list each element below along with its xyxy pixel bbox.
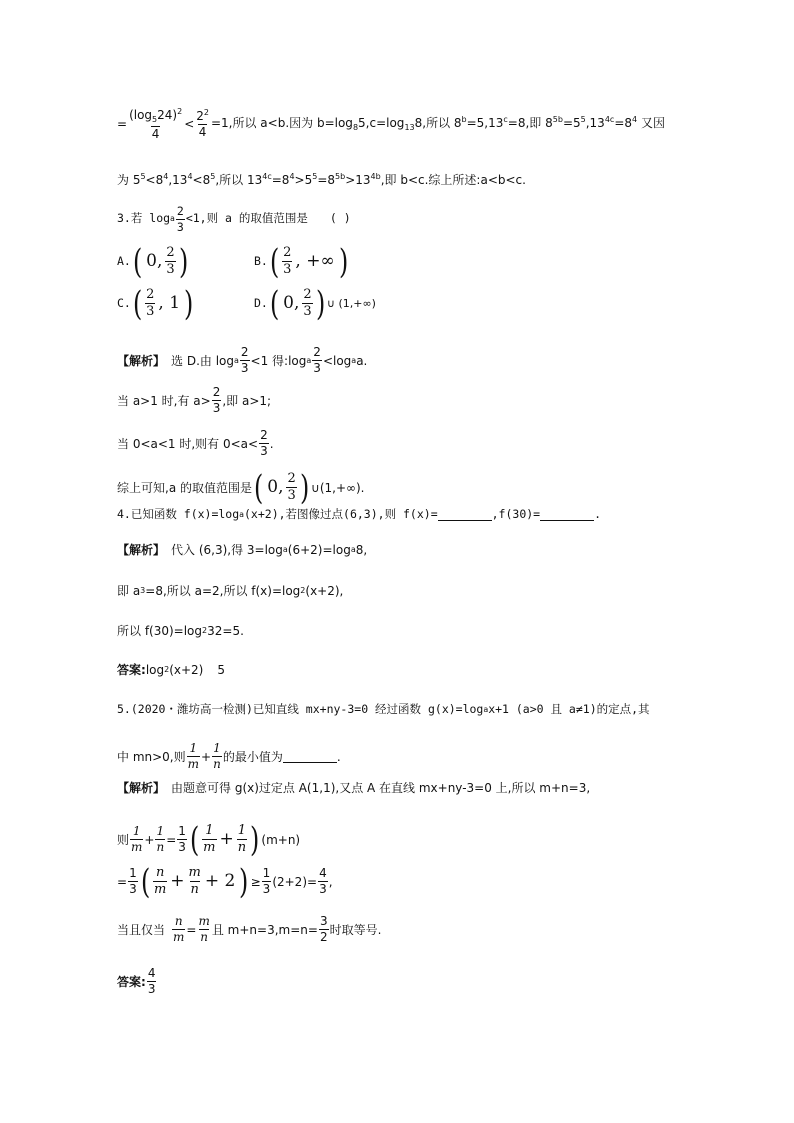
solution-4-line-1 xyxy=(117,544,698,556)
text-fragment: + xyxy=(201,749,212,764)
text xyxy=(211,116,665,132)
text-fragment: 2 xyxy=(300,586,306,595)
text-fragment: = xyxy=(186,922,197,937)
text-fragment: 1 xyxy=(205,823,214,838)
fraction xyxy=(187,742,200,771)
fraction xyxy=(240,346,250,375)
solution-5-line-4 xyxy=(117,915,698,944)
text-fragment: 8,所以 8 xyxy=(414,116,462,131)
text-fragment: 3 xyxy=(178,840,186,855)
text-fragment: =8 xyxy=(317,173,336,187)
fraction xyxy=(145,288,155,320)
text-fragment: 8, xyxy=(355,543,368,557)
text-fragment: 代入 (6,3),得 3=log xyxy=(171,543,283,557)
text-fragment: 1 xyxy=(213,741,221,755)
option-a[interactable] xyxy=(117,241,254,282)
text-fragment: 4 xyxy=(147,966,156,980)
text-fragment: 3 xyxy=(319,882,327,897)
option-b[interactable] xyxy=(254,241,350,282)
text-fragment: 32=5. xyxy=(207,624,244,638)
text-fragment: =5,13 xyxy=(466,116,504,131)
text-fragment: (x+2),若图像过点(6,3),则 f(x)= xyxy=(244,506,438,521)
answer-blank-3[interactable] xyxy=(283,750,337,763)
text-fragment: (x+2), xyxy=(305,584,344,598)
text-fragment: 选 D.由 log xyxy=(171,353,234,368)
text-fragment: ) xyxy=(250,819,260,860)
text-fragment: ) xyxy=(315,283,325,324)
text-fragment: <8 xyxy=(145,173,164,187)
answer-5 xyxy=(117,967,698,996)
fraction xyxy=(172,915,185,944)
text-fragment: m xyxy=(198,914,210,928)
text-fragment: =8 xyxy=(614,116,633,131)
text-fragment: B. xyxy=(254,254,268,269)
text-fragment: 8 xyxy=(352,123,359,133)
text-fragment: m xyxy=(153,882,167,898)
fraction xyxy=(262,867,272,896)
fraction xyxy=(153,866,167,898)
fraction xyxy=(282,246,292,278)
text-fragment: (log xyxy=(129,108,153,122)
text-fragment: = xyxy=(166,832,177,847)
text-fragment: 3 xyxy=(313,361,321,376)
answer-4 xyxy=(117,664,698,676)
solution-line-2 xyxy=(117,173,698,186)
text-fragment: 2 xyxy=(176,204,184,218)
text-fragment: 4b xyxy=(370,172,381,181)
solution-tag: 【解析】 xyxy=(117,543,166,557)
text-fragment: ( xyxy=(132,283,143,324)
question-5-line-2 xyxy=(117,742,698,771)
text-fragment: 2 xyxy=(260,428,268,442)
text-fragment: <8 xyxy=(192,173,211,187)
fraction xyxy=(165,246,175,278)
text-fragment: 2 xyxy=(146,287,155,302)
text-fragment: ) xyxy=(178,241,188,282)
text-fragment: n xyxy=(200,930,209,945)
fraction xyxy=(237,824,247,856)
solution-3-line-3 xyxy=(117,429,698,458)
text-fragment: 3 xyxy=(303,304,312,320)
text-fragment: 1 xyxy=(237,823,247,838)
fraction xyxy=(197,915,210,944)
text-fragment: 0, xyxy=(267,477,284,498)
solution-tag: 【解析】 xyxy=(117,781,166,795)
text-fragment: ∪(1,+∞). xyxy=(311,480,365,495)
text-fragment: 3 xyxy=(240,361,249,376)
text-fragment: 时取等号. xyxy=(329,922,382,937)
fraction xyxy=(202,824,216,856)
text-fragment: 2 xyxy=(240,345,249,359)
text-fragment: 2 xyxy=(164,665,170,674)
text-fragment: 5b xyxy=(552,115,563,125)
text-fragment: 3 xyxy=(146,304,155,320)
text-fragment: , +∞ xyxy=(295,251,335,272)
text-fragment: 当且仅当 xyxy=(117,922,166,937)
question-4 xyxy=(117,508,698,521)
text xyxy=(117,173,526,186)
text-fragment: 2 xyxy=(287,471,296,486)
text-fragment: n xyxy=(174,914,183,928)
fraction xyxy=(176,205,185,233)
text-fragment: 3 xyxy=(166,262,175,278)
text-fragment: 3 xyxy=(260,444,268,459)
text-fragment: b xyxy=(461,115,467,125)
solution-line-1 xyxy=(117,108,698,141)
text: = xyxy=(117,117,128,132)
text-fragment: a. xyxy=(356,353,368,368)
text-fragment: a xyxy=(350,545,356,554)
text-fragment: 5 xyxy=(580,115,586,125)
text-fragment: 为 5 xyxy=(117,173,141,187)
text-fragment: 5b xyxy=(335,172,346,181)
text-fragment: c xyxy=(503,115,508,125)
text-fragment: a xyxy=(306,355,312,365)
solution-3-line-4 xyxy=(117,467,698,508)
text-fragment: . xyxy=(336,749,341,764)
text-fragment: (x+2) xyxy=(169,663,204,677)
text-fragment: C. xyxy=(117,296,131,311)
text-fragment: ) xyxy=(239,861,249,902)
text-fragment: 4 xyxy=(151,126,160,141)
text-fragment: m xyxy=(173,930,185,945)
text-fragment: 4c xyxy=(604,115,615,125)
solution-5-line-1 xyxy=(117,782,698,794)
text-fragment: 4 xyxy=(319,866,327,881)
text-fragment: ( xyxy=(269,283,280,324)
solution-3-line-1 xyxy=(117,346,698,375)
text-fragment: a xyxy=(234,355,239,365)
fraction xyxy=(128,867,138,896)
text-fragment: ,13 xyxy=(168,173,188,187)
options-row-1 xyxy=(117,241,698,282)
fraction xyxy=(259,429,269,458)
text-fragment: 2 xyxy=(196,109,204,124)
fraction xyxy=(212,386,222,415)
fraction xyxy=(318,867,328,896)
text-fragment: n xyxy=(237,840,247,856)
text-fragment: ,13 xyxy=(585,116,605,131)
text-fragment: 5 xyxy=(312,172,318,181)
text-fragment: = xyxy=(117,874,128,889)
text-fragment: >13 xyxy=(345,173,371,187)
text-fragment: 3 xyxy=(212,401,221,416)
text-fragment: 1 xyxy=(262,866,271,881)
question-3 xyxy=(117,205,698,233)
text-fragment: 5 xyxy=(217,663,225,677)
text-fragment: 4 xyxy=(632,115,638,125)
text-fragment: 3 xyxy=(283,262,292,278)
fraction xyxy=(147,967,157,996)
fraction xyxy=(155,825,165,854)
text-fragment: 2 xyxy=(166,245,175,260)
solution-5-line-3 xyxy=(117,861,698,902)
text-fragment: 3 xyxy=(262,882,271,897)
text: < xyxy=(184,117,195,132)
text-fragment: <1 得:log xyxy=(250,353,307,368)
text-fragment: (2+2)= xyxy=(272,874,318,889)
text-fragment: 5 xyxy=(140,172,146,181)
text-fragment: + 2 xyxy=(204,871,236,892)
text-fragment: ( xyxy=(253,467,264,508)
text-fragment: a xyxy=(170,214,175,224)
text-fragment: 3 xyxy=(129,882,137,897)
text-fragment: 3 xyxy=(287,488,296,504)
text-fragment: a xyxy=(483,704,489,714)
text-fragment: 4 xyxy=(289,172,295,181)
text-fragment: ≥ xyxy=(250,874,261,889)
text-fragment: 1 xyxy=(129,866,137,881)
text-fragment: a xyxy=(282,545,288,554)
text-fragment: =8 xyxy=(271,173,290,187)
fraction xyxy=(302,288,312,320)
text-fragment: , xyxy=(328,874,333,889)
solution-5-line-2 xyxy=(117,819,698,860)
fraction xyxy=(319,915,329,944)
text-fragment: ,即 a>1; xyxy=(222,393,272,408)
text-fragment: ,所以 13 xyxy=(215,173,263,187)
option-d[interactable] xyxy=(254,283,376,324)
fraction xyxy=(212,742,222,771)
text-fragment: =5 xyxy=(562,116,581,131)
text-fragment: 4 xyxy=(187,172,193,181)
answer-blank-1[interactable] xyxy=(438,508,492,521)
answer-paren: ( ) xyxy=(329,211,351,226)
text-fragment: 当 0<a<1 时,则有 0<a< xyxy=(117,436,259,451)
text-fragment: n xyxy=(190,882,199,898)
text-fragment: (m+n) xyxy=(261,832,301,847)
text-fragment: =8,所以 a=2,所以 f(x)=log xyxy=(145,584,301,598)
text-fragment: 3 xyxy=(140,586,146,595)
text-fragment: 3 xyxy=(147,982,156,997)
text-fragment: 1 xyxy=(178,824,186,839)
text-fragment: x+1 (a>0 且 a≠1)的定点,其 xyxy=(488,702,650,716)
fraction xyxy=(128,108,183,141)
text-fragment: . xyxy=(594,506,602,521)
text-fragment: 4 xyxy=(163,172,169,181)
text-fragment: n xyxy=(156,840,165,855)
fraction xyxy=(177,825,187,854)
text-fragment: m xyxy=(188,865,201,880)
text-fragment: =1,所以 a<b.因为 b=log xyxy=(210,116,353,131)
text-fragment: ) xyxy=(299,467,310,508)
text-fragment: 5.(2020・潍坊高一检测)已知直线 mx+ny-3=0 经过函数 g(x)=log xyxy=(117,702,484,716)
text-fragment: 2 xyxy=(177,107,183,116)
text-fragment: 1 xyxy=(132,824,141,839)
answer-label: 答案: xyxy=(117,663,146,677)
text-fragment: 4 xyxy=(198,125,207,140)
text-fragment: m xyxy=(203,840,216,856)
answer-label: 答案: xyxy=(117,974,146,989)
text-fragment: ,即 b<c.综上所述:a<b<c. xyxy=(380,173,526,187)
text-fragment: 又因 xyxy=(637,116,665,131)
text-fragment: + xyxy=(219,829,234,850)
text-fragment: 2 xyxy=(203,108,209,118)
text-fragment: ,f(30)= xyxy=(491,506,541,521)
text-fragment: 当 a>1 时,有 a> xyxy=(117,393,211,408)
text-fragment: 所以 f(30)=log xyxy=(117,624,203,638)
text-fragment: D. xyxy=(254,296,268,311)
answer-blank-2[interactable] xyxy=(540,508,594,521)
question-5-line-1 xyxy=(117,704,698,716)
solution-3-line-2 xyxy=(117,386,698,415)
text-fragment: 1 xyxy=(189,741,198,755)
text-fragment: 2 xyxy=(313,345,321,359)
text-fragment: 1 xyxy=(156,824,165,839)
text-fragment: ∪ (1,+∞) xyxy=(326,297,376,311)
text-fragment: 则 xyxy=(117,832,130,847)
text-fragment: 即 a xyxy=(117,584,141,598)
text-fragment: ( xyxy=(269,241,280,282)
fraction xyxy=(195,109,210,139)
text-fragment: 综上可知,a 的取值范围是 xyxy=(117,480,252,495)
text-fragment: , 1 xyxy=(158,293,181,314)
text-fragment: ( xyxy=(140,861,150,902)
text-fragment: 13 xyxy=(404,123,415,133)
solution-4-line-2 xyxy=(117,585,698,597)
text-fragment: 24) xyxy=(157,108,178,122)
text-fragment: 4c xyxy=(262,172,272,181)
text-fragment: log xyxy=(145,663,165,677)
option-c[interactable] xyxy=(117,283,254,324)
solution-4-line-3 xyxy=(117,625,698,637)
text-fragment: <log xyxy=(322,353,352,368)
text-fragment: 2 xyxy=(202,626,208,635)
text-fragment: 2 xyxy=(212,385,221,399)
text-fragment: 由题意可得 g(x)过定点 A(1,1),又点 A 在直线 mx+ny-3=0 上,所以 m+n=3, xyxy=(171,781,591,795)
text-fragment: >5 xyxy=(294,173,313,187)
text-fragment: 中 mn>0,则 xyxy=(117,749,186,764)
text-fragment: (6+2)=log xyxy=(287,543,351,557)
text-fragment: m xyxy=(187,757,200,772)
text-fragment: . xyxy=(269,436,274,451)
text-fragment: ( xyxy=(132,241,143,282)
text-fragment: 且 m+n=3,m=n= xyxy=(211,922,318,937)
text-fragment: 2 xyxy=(319,930,328,945)
text-fragment: A. xyxy=(117,254,131,269)
text-fragment: n xyxy=(213,757,221,772)
text-fragment: a xyxy=(239,509,244,519)
text-fragment: 5 xyxy=(152,115,158,124)
text-fragment: ) xyxy=(338,241,348,282)
text-fragment: 2 xyxy=(303,287,312,302)
text-fragment: ( xyxy=(189,819,200,860)
text-fragment: 4.已知函数 f(x)=log xyxy=(117,506,240,521)
text-fragment: 0, xyxy=(146,251,163,272)
text-fragment: 3 xyxy=(176,219,184,234)
text-fragment: + xyxy=(170,871,185,892)
fraction xyxy=(188,866,202,898)
text-fragment: + xyxy=(144,832,155,847)
fraction xyxy=(130,825,143,854)
text-fragment: <1,则 a 的取值范围是 xyxy=(185,211,308,226)
text-fragment: ) xyxy=(184,283,194,324)
text-fragment: m xyxy=(131,840,143,855)
text-fragment: 的最小值为 xyxy=(222,749,283,764)
text-fragment: 3.若 log xyxy=(117,211,171,226)
text-fragment: 0, xyxy=(283,293,300,314)
text-fragment: 5,c=log xyxy=(358,116,405,131)
solution-tag: 【解析】 xyxy=(117,353,166,368)
fraction xyxy=(286,472,296,504)
text-fragment: a xyxy=(351,355,357,365)
options-row-2 xyxy=(117,283,698,324)
text-fragment: =8,即 8 xyxy=(507,116,553,131)
text-fragment: n xyxy=(155,865,165,880)
fraction xyxy=(312,346,322,375)
text-fragment: 3 xyxy=(319,914,328,928)
text-fragment: 2 xyxy=(283,245,292,260)
text-fragment: 5 xyxy=(210,172,216,181)
